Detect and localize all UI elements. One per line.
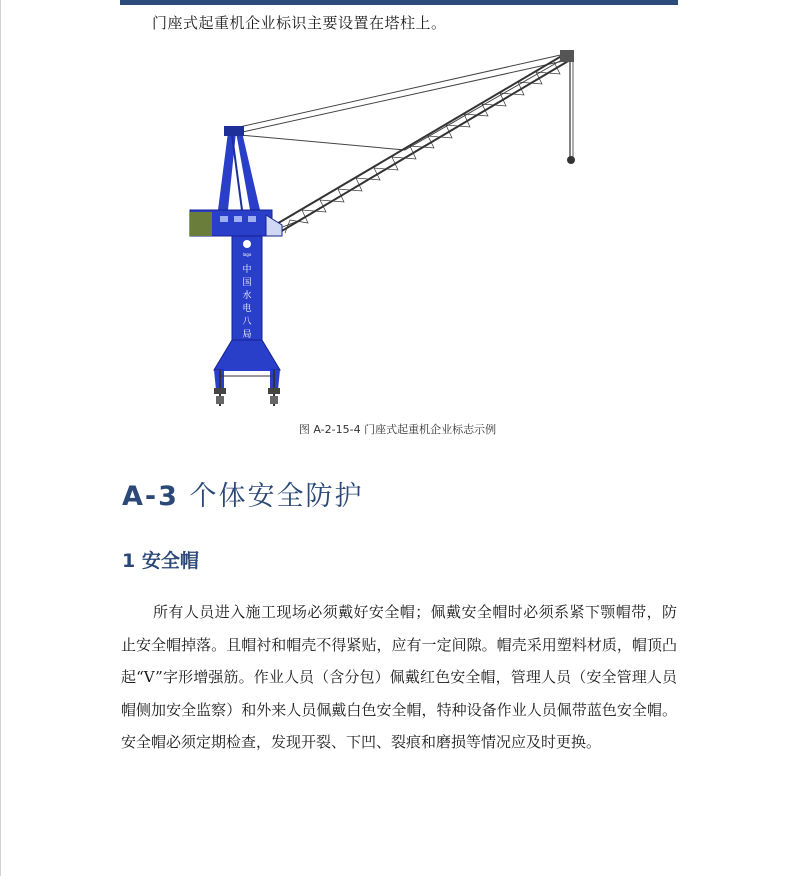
svg-text:中: 中 — [242, 265, 252, 275]
portal-legs — [214, 340, 280, 406]
a-frame — [218, 126, 260, 210]
hook-block — [567, 156, 575, 164]
stay-cable — [235, 54, 565, 128]
jib-head — [560, 50, 574, 62]
tower-column — [232, 236, 262, 346]
crane-figure — [180, 40, 600, 415]
svg-text:八: 八 — [242, 317, 252, 327]
body-paragraph: 所有人员进入施工现场必须戴好安全帽；佩戴安全帽时必须系紧下颚帽带，防止安全帽掉落。且帽衬和帽壳不得紧贴，应有一定间隙。帽壳采用塑料材质，帽顶凸起“V”字形增强筋。作业人员（含分包）佩戴红色安全帽，管理人员（安全管理人员帽侧加安全监察）和外来人员佩戴白色安全帽，特种设备作业人员佩带蓝色安全帽。安全帽必须定期检查，发现开裂、下凹、裂痕和磨损等情况应及时更换。 — [121, 603, 677, 752]
luffing-cable — [240, 135, 405, 150]
section-heading — [122, 474, 363, 513]
header-bar — [120, 0, 678, 5]
section-title: 个体安全防护 — [189, 481, 364, 512]
machinery-house — [190, 210, 282, 236]
subsection-heading: 1 安全帽 — [122, 550, 199, 572]
figure-caption: 图 A-2-15-4 门座式起重机企业标志示例 — [298, 423, 497, 436]
svg-text:国: 国 — [242, 278, 252, 288]
svg-text:电: 电 — [242, 304, 252, 314]
svg-text:局: 局 — [242, 330, 252, 340]
svg-text:水: 水 — [242, 291, 252, 301]
stay-cable — [238, 60, 568, 133]
page-left-edge — [0, 0, 1, 876]
intro-text: 门座式起重机企业标识主要设置在塔柱上。 — [152, 14, 447, 32]
section-number: A-3 — [122, 481, 179, 512]
svg-text:logo: logo — [242, 252, 252, 257]
